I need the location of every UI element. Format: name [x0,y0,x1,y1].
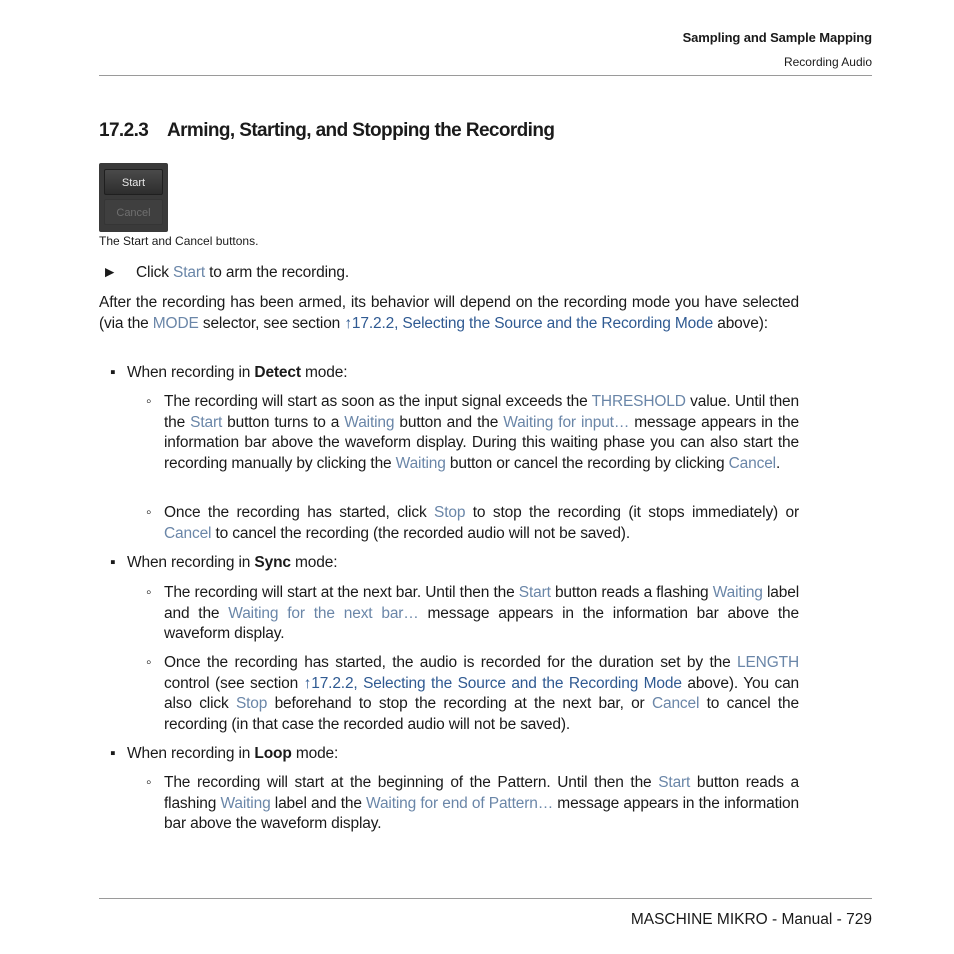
ui-waiting: Waiting [344,413,395,431]
ui-waiting-for-next-bar: Waiting for the next bar… [228,604,419,622]
ui-waiting: Waiting [220,794,271,812]
text: message appears in the information bar above the waveform display. [164,794,799,832]
ui-waiting: Waiting [712,584,763,601]
ui-mode: MODE [152,314,199,332]
ui-waiting-for-end-of-pattern: Waiting for end of Pattern… [366,794,554,812]
running-header-chapter: Sampling and Sample Mapping [682,30,872,45]
circle-bullet-icon: ◦ [146,584,152,601]
ui-start: Start [658,774,691,791]
text: The recording will start as soon as the input signal exceeds the [164,393,592,410]
step-arrow-icon: ► [102,264,118,281]
text: Once the recording has started, click [164,504,435,521]
ui-cancel: Cancel [164,524,212,542]
ui-start: Start [518,584,551,601]
text: control (see section [164,674,304,692]
footer-divider [99,898,872,899]
text: selector, see section [198,314,345,332]
circle-bullet-icon: ◦ [146,393,152,410]
detect-paragraph-1 [164,392,799,474]
ui-stop: Stop [434,504,466,521]
loop-paragraph-1 [164,773,799,835]
cancel-button[interactable]: Cancel [104,199,163,225]
page-footer: MASCHINE MIKRO - Manual - 729 [630,911,872,928]
text: When recording in [127,745,255,762]
text: message appears in the information bar above the waveform display. [164,604,799,642]
ui-start: Start [190,413,223,431]
mode-name: Loop [254,745,292,762]
circle-bullet-icon: ◦ [146,504,152,521]
text: button or cancel the recording by clicking [445,454,729,472]
ui-cancel: Cancel [651,695,700,712]
ui-waiting: Waiting [395,454,446,472]
text: value. Until then the [164,393,799,431]
text: The recording will start at the beginning of the Pattern. Until then the [164,774,659,791]
text: to cancel the recording (in that case the recorded audio will not be saved). [164,695,799,733]
bullet-sync [127,553,337,574]
text: to arm the recording. [204,264,350,281]
text: beforehand to stop the recording at the next bar, or [267,695,652,712]
text: label and the [164,584,799,622]
text: When recording in [127,554,255,571]
ui-length: LENGTH [737,654,799,671]
header-divider [99,75,872,76]
start-button[interactable]: Start [104,169,163,195]
intro-paragraph [99,293,799,334]
section-number: 17.2.3 [99,120,149,141]
text: mode: [300,364,348,381]
section-link[interactable]: ↑17.2.2, Selecting the Source and the Recording Mode [344,314,714,332]
circle-bullet-icon: ◦ [146,654,152,671]
text: to stop the recording (it stops immediately) or [465,504,799,521]
mode-name: Detect [254,364,301,381]
text: Click [136,264,173,281]
section-link[interactable]: ↑17.2.2, Selecting the Source and the Recording Mode [303,674,682,692]
text: mode: [290,554,338,571]
text: label and the [270,794,367,812]
ui-waiting-for-input: Waiting for input… [503,413,630,431]
sync-paragraph-2 [164,653,799,735]
section-heading [99,120,819,142]
bullet-detect [127,363,347,384]
text: message appears in the information bar above the waveform display. During this waiting phase you can also start the recording manually by clicking the [164,413,799,472]
ui-threshold: THRESHOLD [591,393,686,410]
text: mode: [291,745,339,762]
square-bullet-icon: ▪ [110,364,116,381]
start-cancel-panel-figure [99,163,168,232]
text: button and the [394,413,504,431]
text: above): [713,314,768,332]
text: to cancel the recording (the recorded audio will not be saved). [211,524,630,542]
text: After the recording has been armed, its behavior will depend on the recording mode you have selected (via the [99,294,799,332]
ui-stop: Stop [235,695,268,712]
step-instruction [136,263,799,284]
text: above). You can also click [164,674,800,712]
detect-paragraph-2 [164,503,799,544]
text: When recording in [127,364,255,381]
text: The recording will start at the next bar. Until then the [164,584,519,601]
ui-start: Start [173,264,205,281]
text: button reads a flashing [164,774,799,812]
circle-bullet-icon: ◦ [146,774,152,791]
mode-name: Sync [254,554,291,571]
section-title: Arming, Starting, and Stopping the Recording [167,120,555,141]
text: . [775,454,781,472]
text: button reads a flashing [550,584,713,601]
bullet-loop [127,744,338,765]
text: button turns to a [222,413,345,431]
figure-caption: The Start and Cancel buttons. [99,234,259,248]
text: Once the recording has started, the audio is recorded for the duration set by the [164,654,738,671]
running-header-section: Recording Audio [783,55,872,69]
square-bullet-icon: ▪ [110,554,116,571]
square-bullet-icon: ▪ [110,745,116,762]
ui-cancel: Cancel [728,454,776,472]
sync-paragraph-1 [164,583,799,645]
